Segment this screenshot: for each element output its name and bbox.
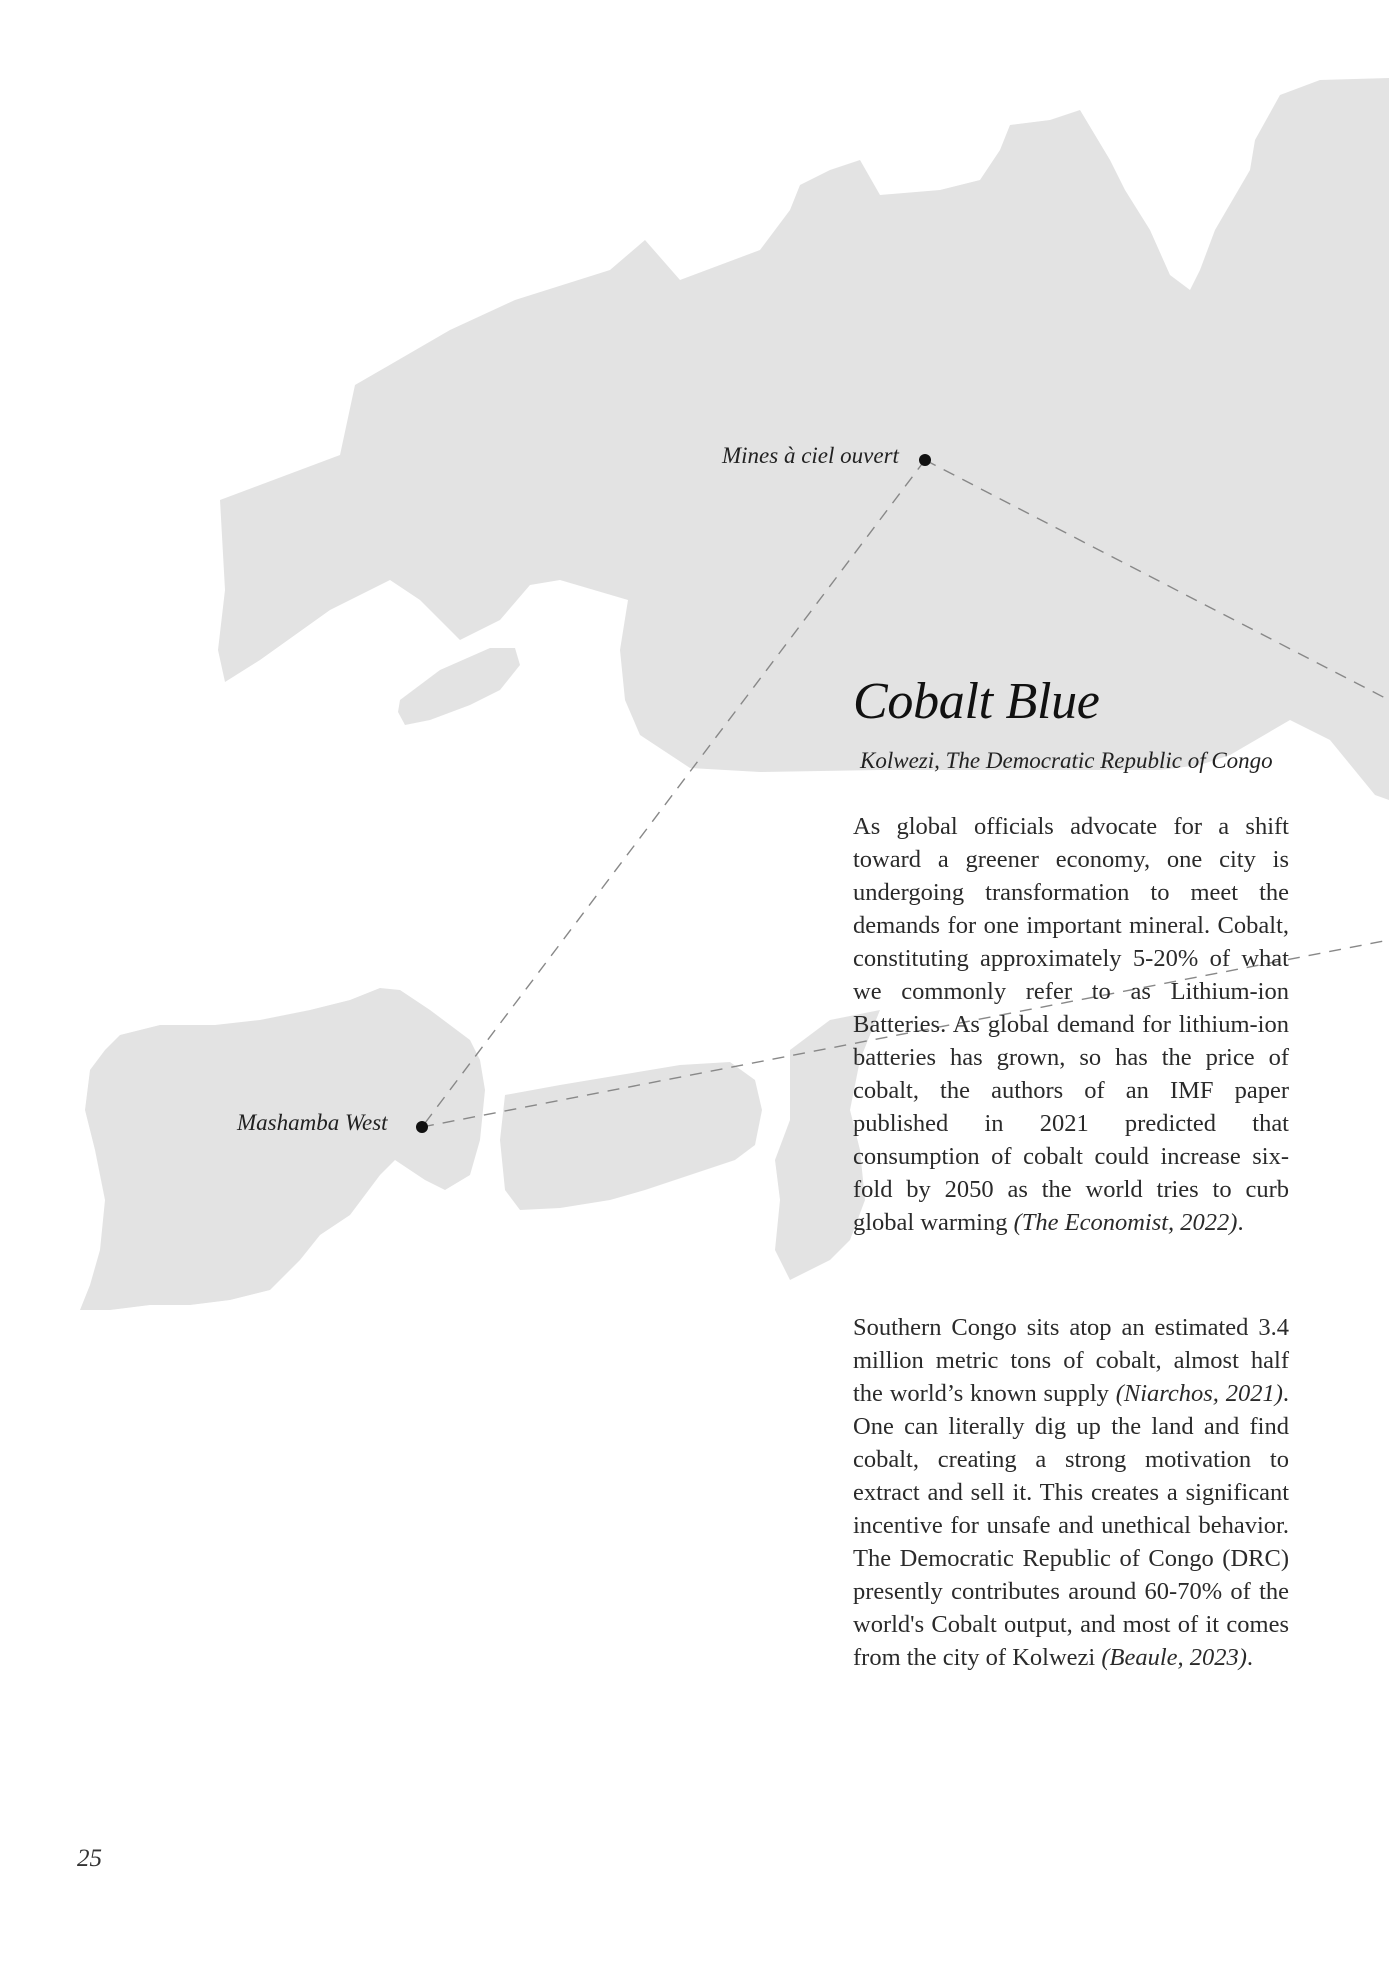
article-paragraph-2 (853, 1311, 1289, 1674)
paragraph-text: . One can literally dig up the land and find cobalt, creating a strong motivation to extract and sell it. This creates a significant incentive for unsafe and unethical behavior. The Democratic Republic of Congo (DRC) presently contributes around 60-70% of the world's Cobalt output, and most of it comes from the city of Kolwezi (853, 1380, 1290, 1671)
paragraph-text: Southern Congo sits atop an estimated 3.4 million metric tons of cobalt, almost half the world’s known supply (853, 1314, 1289, 1407)
map-label-mashamba: Mashamba West (237, 1110, 388, 1135)
landmass-southmiddle (500, 1062, 762, 1210)
article-title: Cobalt Blue (853, 673, 1100, 730)
citation: (The Economist, 2022) (1013, 1209, 1238, 1236)
citation: (Beaule, 2023) (1101, 1644, 1247, 1671)
paragraph-text: As global officials advocate for a shift toward a greener economy, one city is undergoing transformation to meet the demands for one important mineral. Cobalt, constituting approximately 5-20% of what we commonly refer to as Lithium-ion Batteries. As global demand for lithium-ion batteries has grown, so has the price of cobalt, the authors of an IMF paper published in 2021 predicted that consumption of cobalt could increase six-fold by 2050 as the world tries to curb global warming (853, 813, 1289, 1236)
map-label-mines: Mines à ciel ouvert (722, 443, 899, 468)
paragraph-end: . (1246, 1644, 1254, 1671)
article-subtitle: Kolwezi, The Democratic Republic of Congo (860, 748, 1273, 773)
landmass-island (398, 648, 520, 725)
landmass-southwest (80, 988, 485, 1310)
citation: (Niarchos, 2021) (1115, 1380, 1283, 1407)
marker-mines (919, 454, 931, 466)
page-number: 25 (77, 1845, 102, 1872)
marker-mashamba (416, 1121, 428, 1133)
paragraph-end: . (1237, 1209, 1244, 1236)
article-paragraph-1 (853, 810, 1289, 1239)
landmass-north (218, 78, 1389, 800)
